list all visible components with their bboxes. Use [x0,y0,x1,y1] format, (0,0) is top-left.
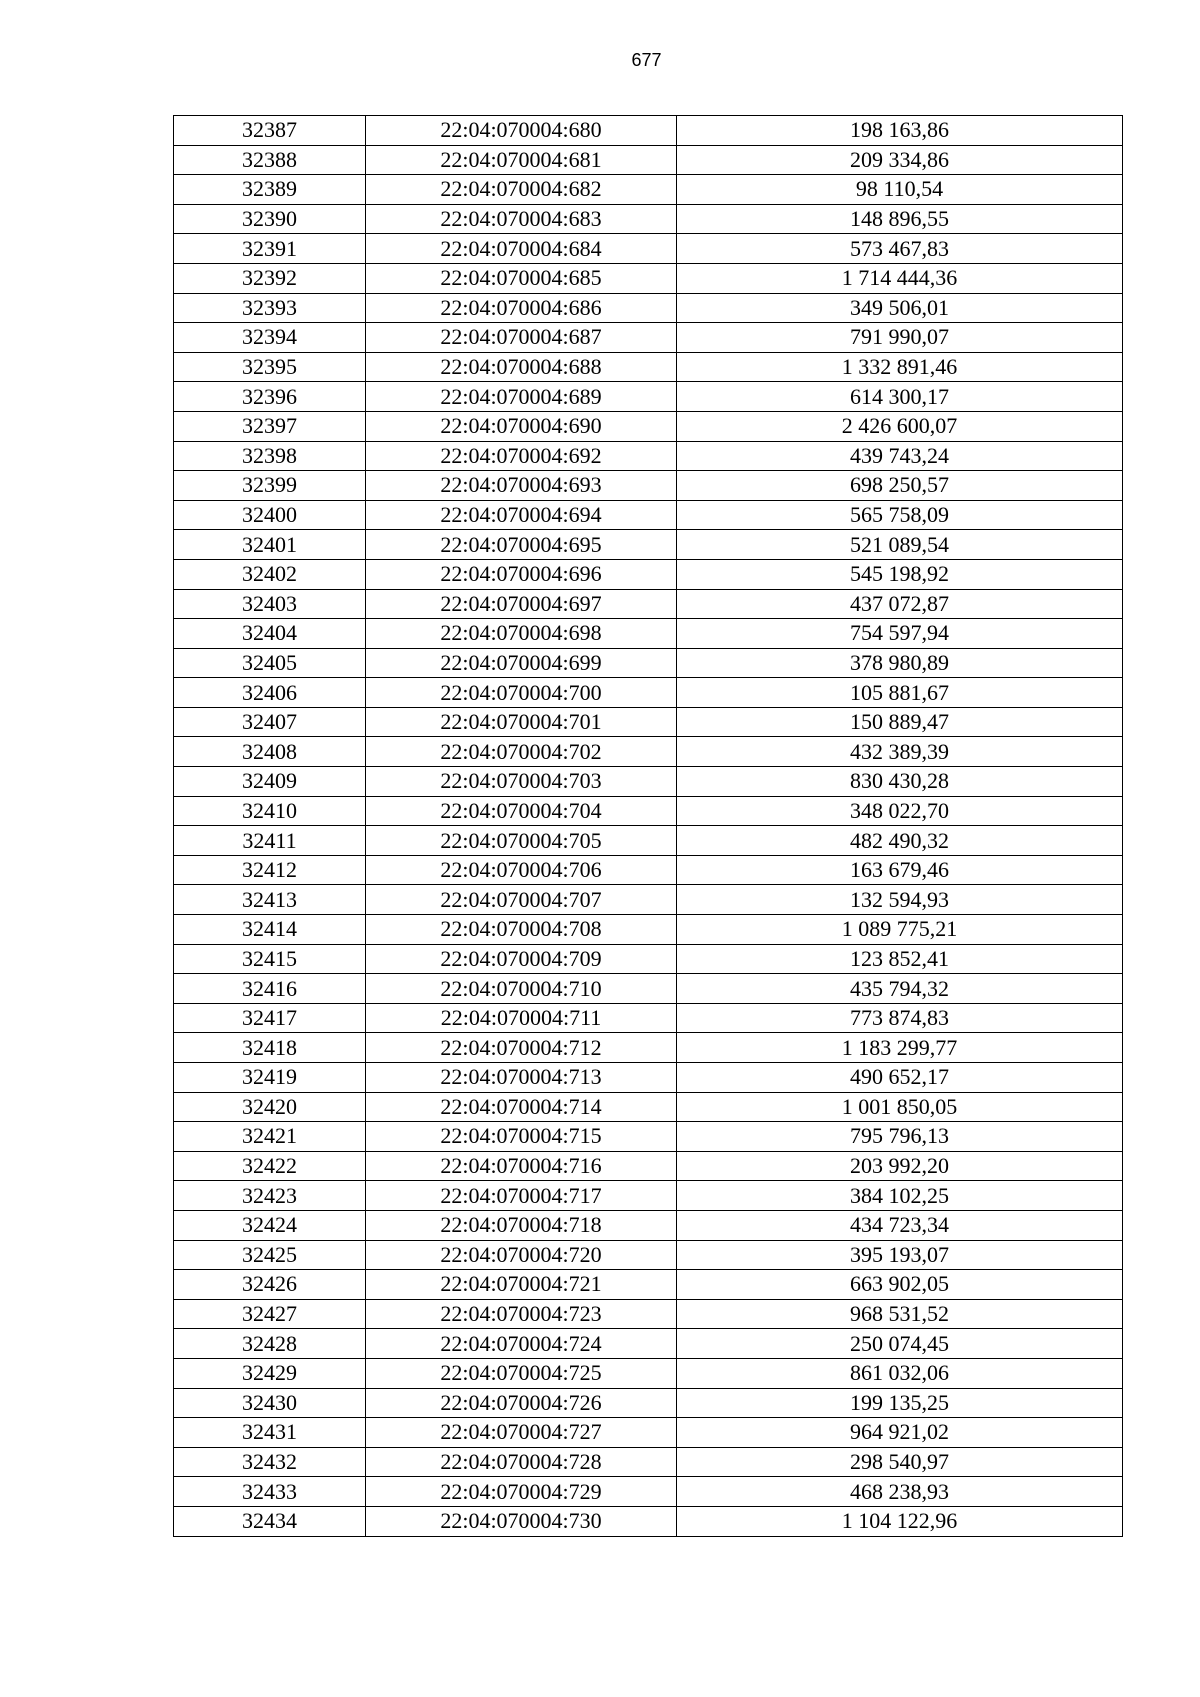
cadastral-number-cell: 22:04:070004:707 [366,885,677,915]
table-row [174,1003,1123,1033]
table-row [174,116,1123,146]
cadastral-number-cell: 22:04:070004:729 [366,1477,677,1507]
table-row [174,1151,1123,1181]
cadastral-number-cell: 22:04:070004:697 [366,589,677,619]
row-number-cell: 32403 [174,589,366,619]
cadastral-number-cell: 22:04:070004:705 [366,826,677,856]
table-row [174,737,1123,767]
value-cell: 123 852,41 [677,944,1123,974]
cadastral-number-cell: 22:04:070004:692 [366,441,677,471]
value-cell: 795 796,13 [677,1122,1123,1152]
value-cell: 964 921,02 [677,1418,1123,1448]
table-row [174,707,1123,737]
table-row [174,1210,1123,1240]
table-row [174,204,1123,234]
row-number-cell: 32415 [174,944,366,974]
row-number-cell: 32413 [174,885,366,915]
table-row [174,1033,1123,1063]
table-row [174,471,1123,501]
cadastral-number-cell: 22:04:070004:680 [366,116,677,146]
table-row [174,1388,1123,1418]
value-cell: 565 758,09 [677,500,1123,530]
row-number-cell: 32412 [174,855,366,885]
row-number-cell: 32391 [174,234,366,264]
table-row [174,1181,1123,1211]
row-number-cell: 32426 [174,1270,366,1300]
table-row [174,589,1123,619]
cadastral-number-cell: 22:04:070004:682 [366,175,677,205]
value-cell: 521 089,54 [677,530,1123,560]
table-row [174,974,1123,1004]
cadastral-number-cell: 22:04:070004:725 [366,1358,677,1388]
cadastral-number-cell: 22:04:070004:695 [366,530,677,560]
value-cell: 1 183 299,77 [677,1033,1123,1063]
value-cell: 663 902,05 [677,1270,1123,1300]
cadastral-number-cell: 22:04:070004:689 [366,382,677,412]
row-number-cell: 32402 [174,559,366,589]
row-number-cell: 32422 [174,1151,366,1181]
row-number-cell: 32408 [174,737,366,767]
row-number-cell: 32423 [174,1181,366,1211]
value-cell: 348 022,70 [677,796,1123,826]
row-number-cell: 32420 [174,1092,366,1122]
table-row [174,500,1123,530]
value-cell: 2 426 600,07 [677,411,1123,441]
cadastral-number-cell: 22:04:070004:696 [366,559,677,589]
row-number-cell: 32394 [174,323,366,353]
table-row [174,234,1123,264]
cadastral-number-cell: 22:04:070004:685 [366,263,677,293]
value-cell: 203 992,20 [677,1151,1123,1181]
cadastral-number-cell: 22:04:070004:727 [366,1418,677,1448]
value-cell: 395 193,07 [677,1240,1123,1270]
value-cell: 150 889,47 [677,707,1123,737]
row-number-cell: 32409 [174,767,366,797]
cadastral-number-cell: 22:04:070004:714 [366,1092,677,1122]
value-cell: 98 110,54 [677,175,1123,205]
table-row [174,1329,1123,1359]
cadastral-number-cell: 22:04:070004:701 [366,707,677,737]
cadastral-number-cell: 22:04:070004:716 [366,1151,677,1181]
row-number-cell: 32388 [174,145,366,175]
value-cell: 435 794,32 [677,974,1123,1004]
cadastral-number-cell: 22:04:070004:690 [366,411,677,441]
row-number-cell: 32404 [174,619,366,649]
cadastral-number-cell: 22:04:070004:723 [366,1299,677,1329]
row-number-cell: 32429 [174,1358,366,1388]
cadastral-number-cell: 22:04:070004:704 [366,796,677,826]
row-number-cell: 32428 [174,1329,366,1359]
table-row [174,1358,1123,1388]
value-cell: 468 238,93 [677,1477,1123,1507]
value-cell: 349 506,01 [677,293,1123,323]
table-row [174,826,1123,856]
cadastral-number-cell: 22:04:070004:693 [366,471,677,501]
cadastral-number-cell: 22:04:070004:703 [366,767,677,797]
row-number-cell: 32419 [174,1063,366,1093]
table-row [174,441,1123,471]
value-cell: 1 089 775,21 [677,915,1123,945]
table-row [174,1477,1123,1507]
row-number-cell: 32411 [174,826,366,856]
cadastral-number-cell: 22:04:070004:715 [366,1122,677,1152]
value-cell: 1 332 891,46 [677,352,1123,382]
table-row [174,767,1123,797]
row-number-cell: 32400 [174,500,366,530]
row-number-cell: 32392 [174,263,366,293]
page-number: 677 [631,50,662,70]
cadastral-number-cell: 22:04:070004:702 [366,737,677,767]
table-row [174,1447,1123,1477]
cadastral-number-cell: 22:04:070004:686 [366,293,677,323]
value-cell: 545 198,92 [677,559,1123,589]
row-number-cell: 32418 [174,1033,366,1063]
table-row [174,293,1123,323]
table-row [174,530,1123,560]
table-row [174,1240,1123,1270]
cadastral-number-cell: 22:04:070004:709 [366,944,677,974]
row-number-cell: 32395 [174,352,366,382]
row-number-cell: 32410 [174,796,366,826]
table-body [174,116,1123,1537]
table-row [174,1122,1123,1152]
value-cell: 830 430,28 [677,767,1123,797]
table-row [174,323,1123,353]
table-row [174,559,1123,589]
value-cell: 791 990,07 [677,323,1123,353]
row-number-cell: 32417 [174,1003,366,1033]
table-row [174,1270,1123,1300]
value-cell: 298 540,97 [677,1447,1123,1477]
data-table [173,115,1123,1537]
table-row [174,648,1123,678]
value-cell: 754 597,94 [677,619,1123,649]
value-cell: 573 467,83 [677,234,1123,264]
cadastral-number-cell: 22:04:070004:683 [366,204,677,234]
row-number-cell: 32407 [174,707,366,737]
row-number-cell: 32399 [174,471,366,501]
row-number-cell: 32398 [174,441,366,471]
value-cell: 250 074,45 [677,1329,1123,1359]
table-row [174,175,1123,205]
value-cell: 490 652,17 [677,1063,1123,1093]
row-number-cell: 32393 [174,293,366,323]
table-row [174,796,1123,826]
value-cell: 482 490,32 [677,826,1123,856]
cadastral-number-cell: 22:04:070004:711 [366,1003,677,1033]
cadastral-number-cell: 22:04:070004:706 [366,855,677,885]
row-number-cell: 32431 [174,1418,366,1448]
value-cell: 148 896,55 [677,204,1123,234]
row-number-cell: 32396 [174,382,366,412]
row-number-cell: 32406 [174,678,366,708]
cadastral-number-cell: 22:04:070004:726 [366,1388,677,1418]
value-cell: 432 389,39 [677,737,1123,767]
cadastral-number-cell: 22:04:070004:708 [366,915,677,945]
cadastral-number-cell: 22:04:070004:684 [366,234,677,264]
row-number-cell: 32389 [174,175,366,205]
cadastral-number-cell: 22:04:070004:681 [366,145,677,175]
table-row [174,1299,1123,1329]
row-number-cell: 32401 [174,530,366,560]
cadastral-number-cell: 22:04:070004:694 [366,500,677,530]
cadastral-number-cell: 22:04:070004:699 [366,648,677,678]
value-cell: 439 743,24 [677,441,1123,471]
value-cell: 163 679,46 [677,855,1123,885]
value-cell: 968 531,52 [677,1299,1123,1329]
value-cell: 614 300,17 [677,382,1123,412]
value-cell: 132 594,93 [677,885,1123,915]
table-row [174,1092,1123,1122]
cadastral-number-cell: 22:04:070004:721 [366,1270,677,1300]
row-number-cell: 32424 [174,1210,366,1240]
row-number-cell: 32434 [174,1506,366,1536]
row-number-cell: 32416 [174,974,366,1004]
row-number-cell: 32414 [174,915,366,945]
cadastral-number-cell: 22:04:070004:700 [366,678,677,708]
cadastral-number-cell: 22:04:070004:712 [366,1033,677,1063]
row-number-cell: 32421 [174,1122,366,1152]
cadastral-number-cell: 22:04:070004:688 [366,352,677,382]
table-row [174,915,1123,945]
cadastral-number-cell: 22:04:070004:713 [366,1063,677,1093]
table-row [174,855,1123,885]
cadastral-number-cell: 22:04:070004:724 [366,1329,677,1359]
value-cell: 434 723,34 [677,1210,1123,1240]
row-number-cell: 32430 [174,1388,366,1418]
cadastral-number-cell: 22:04:070004:730 [366,1506,677,1536]
table-row [174,411,1123,441]
table-row [174,145,1123,175]
table-row [174,678,1123,708]
cadastral-number-cell: 22:04:070004:698 [366,619,677,649]
cadastral-number-cell: 22:04:070004:720 [366,1240,677,1270]
value-cell: 1 714 444,36 [677,263,1123,293]
value-cell: 1 001 850,05 [677,1092,1123,1122]
value-cell: 105 881,67 [677,678,1123,708]
cadastral-number-cell: 22:04:070004:717 [366,1181,677,1211]
value-cell: 437 072,87 [677,589,1123,619]
table-row [174,263,1123,293]
row-number-cell: 32387 [174,116,366,146]
value-cell: 384 102,25 [677,1181,1123,1211]
row-number-cell: 32405 [174,648,366,678]
table-row [174,944,1123,974]
table-row [174,1063,1123,1093]
row-number-cell: 32433 [174,1477,366,1507]
value-cell: 698 250,57 [677,471,1123,501]
value-cell: 773 874,83 [677,1003,1123,1033]
cadastral-number-cell: 22:04:070004:687 [366,323,677,353]
row-number-cell: 32397 [174,411,366,441]
value-cell: 209 334,86 [677,145,1123,175]
cadastral-number-cell: 22:04:070004:718 [366,1210,677,1240]
table-row [174,382,1123,412]
value-cell: 378 980,89 [677,648,1123,678]
table-row [174,619,1123,649]
row-number-cell: 32425 [174,1240,366,1270]
table-row [174,1506,1123,1536]
row-number-cell: 32390 [174,204,366,234]
value-cell: 861 032,06 [677,1358,1123,1388]
value-cell: 1 104 122,96 [677,1506,1123,1536]
row-number-cell: 32432 [174,1447,366,1477]
cadastral-number-cell: 22:04:070004:710 [366,974,677,1004]
table-row [174,352,1123,382]
value-cell: 199 135,25 [677,1388,1123,1418]
cadastral-number-cell: 22:04:070004:728 [366,1447,677,1477]
table-row [174,885,1123,915]
value-cell: 198 163,86 [677,116,1123,146]
table-row [174,1418,1123,1448]
row-number-cell: 32427 [174,1299,366,1329]
